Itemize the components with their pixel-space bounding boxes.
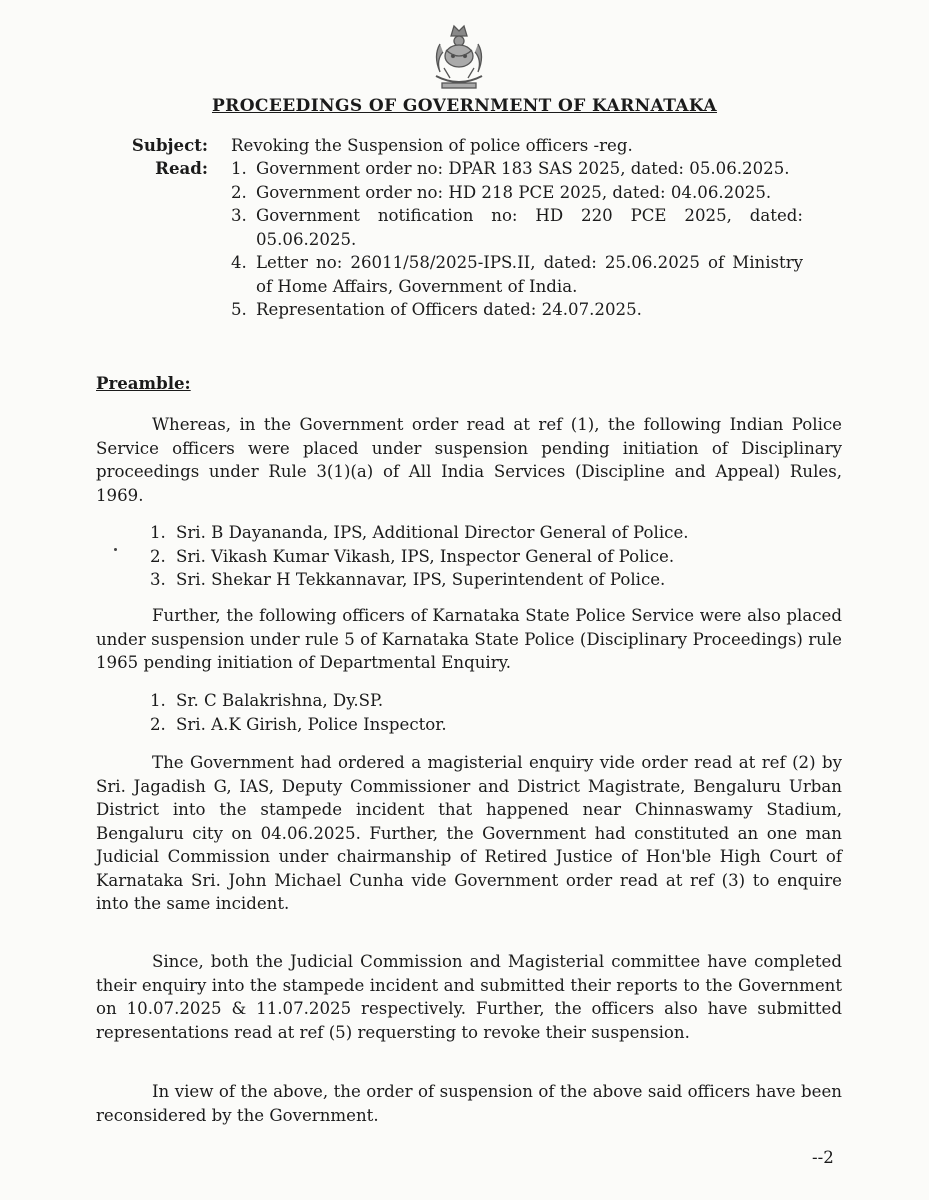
officer-item: 1. Sr. C Balakrishna, Dy.SP. <box>150 691 384 710</box>
document-title: PROCEEDINGS OF GOVERNMENT OF KARNATAKA <box>211 96 718 116</box>
page-continuation-marker: --2 <box>812 1148 834 1167</box>
preamble-paragraph-4: Since, both the Judicial Commission and Magisterial committee have completed their enquiry into the stampede incident and submitted their reports to the Government on 10.07.2025 & 11.07.2025 respectively. Further, the officers also have submitted representations read at ref (5) requersting to revoke their suspension. <box>96 952 842 1042</box>
preamble-paragraph-5: In view of the above, the order of suspension of the above said officers have been reconsidered by the Government. <box>96 1082 842 1125</box>
reference-item: 1. Government order no: DPAR 183 SAS 2025, dated: 05.06.2025. <box>231 159 790 178</box>
reference-item: 5. Representation of Officers dated: 24.07.2025. <box>231 300 642 319</box>
preamble-heading: Preamble: <box>96 373 191 393</box>
reference-item: 4. Letter no: 26011/58/2025-IPS.II, dated: 25.06.2025 of Ministry of Home Affairs, Government of India. <box>231 253 803 296</box>
reference-list <box>231 157 803 322</box>
officer-item: 2. Sri. A.K Girish, Police Inspector. <box>150 714 447 734</box>
read-label: Read: <box>155 158 208 178</box>
officer-item: 3. Sri. Shekar H Tekkannavar, IPS, Superintendent of Police. <box>150 570 666 589</box>
preamble-paragraph-2: Further, the following officers of Karnataka State Police Service were also placed under suspension under rule 5 of Karnataka State Police (Disciplinary Proceedings) rule 1965 pending initiation of Departmental Enquiry. <box>96 606 842 672</box>
preamble-paragraph-3: The Government had ordered a magisterial enquiry vide order read at ref (2) by Sri. Jagadish G, IAS, Deputy Commissioner and District Magistrate, Bengaluru Urban District into the stampede incident that happened near Chinnaswamy Stadium, Bengaluru city on 04.06.2025. Further, the Government had constituted an one man Judicial Commission under chairmanship of Retired Justice of Hon'ble High Court of Karnataka Sri. John Michael Cunha vide Government order read at ref (3) to enquire into the same incident. <box>96 753 842 913</box>
officer-item: 1. Sri. B Dayananda, IPS, Additional Director General of Police. <box>150 523 689 542</box>
ips-officer-list <box>150 521 689 592</box>
reference-item: 3. Government notification no: HD 220 PCE 2025, dated: 05.06.2025. <box>231 206 803 249</box>
subject-text: Revoking the Suspension of police officers -reg. <box>231 136 633 155</box>
scan-mark <box>114 548 117 551</box>
subject-label: Subject: <box>131 135 208 155</box>
officer-item: 2. Sri. Vikash Kumar Vikash, IPS, Inspector General of Police. <box>150 546 675 566</box>
ksps-officer-list <box>150 689 447 736</box>
karnataka-emblem-icon <box>424 22 494 94</box>
preamble-paragraph-1: Whereas, in the Government order read at ref (1), the following Indian Police Service officers were placed under suspension pending initiation of Disciplinary proceedings under Rule 3(1)(a) of All India Services (Discipline and Appeal) Rules, 1969. <box>96 415 842 505</box>
reference-item: 2. Government order no: HD 218 PCE 2025, dated: 04.06.2025. <box>231 182 772 202</box>
